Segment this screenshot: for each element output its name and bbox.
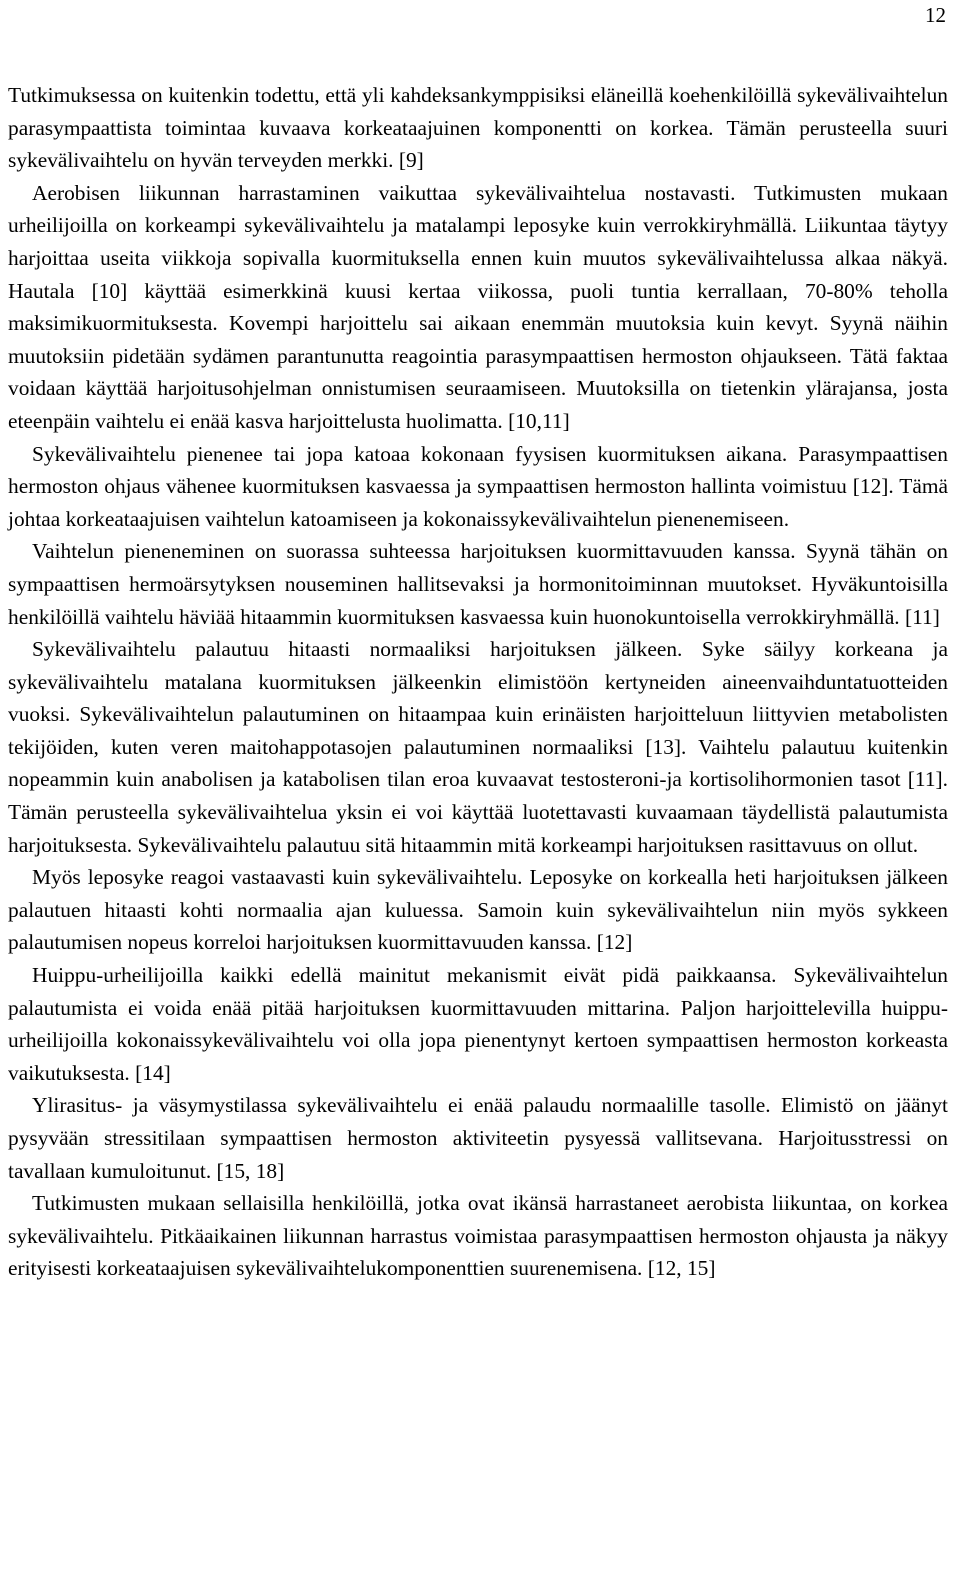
page-number: 12 (925, 3, 946, 27)
paragraph: Myös leposyke reagoi vastaavasti kuin sykevälivaihtelu. Leposyke on korkealla heti harjoituksen jälkeen palautuen hitaasti kohti normaalia ajan kuluessa. Samoin kuin sykevälivaihtelun niin myös sykkeen palautumisen nopeus korreloi harjoituksen kuormittavuuden kanssa. [12] (8, 865, 948, 955)
paragraph: Sykevälivaihtelu pienenee tai jopa katoaa kokonaan fyysisen kuormituksen aikana. Parasympaattisen hermoston ohjaus vähenee kuormituksen kasvaessa ja sympaattisen hermoston hallinta voimistuu [12]. Tämä johtaa korkeataajuisen vaihtelun katoamiseen ja kokonaissykevälivaihtelun pienenemiseen. (8, 441, 948, 531)
paragraph: Aerobisen liikunnan harrastaminen vaikuttaa sykevälivaihtelua nostavasti. Tutkimusten mukaan urheilijoilla on korkeampi sykevälivaihtelu ja matalampi leposyke kuin verrokkiryhmällä. Liikuntaa täytyy harjoittaa useita viikkoja sopivalla kuormituksella ennen kuin muutos sykevälivaihtelussa alkaa näkyä. Hautala [10] käyttää esimerkkinä kuusi kertaa viikossa, puoli tuntia kerrallaan, 70-80% teholla maksimikuormituksesta. Kovempi harjoittelu sai aikaan enemmän muutoksia kuin kevyt. Syynä näihin muutoksiin pidetään sydämen parantunutta reagointia parasympaattisen hermoston ohjaukseen. Tätä faktaa voidaan käyttää harjoitusohjelman onnistumisen seuraamiseen. Muutoksilla on tietenkin ylärajansa, josta eteenpäin vaihtelu ei enää kasva harjoittelusta huolimatta. [10,11] (8, 180, 948, 433)
paragraph: Vaihtelun pieneneminen on suorassa suhteessa harjoituksen kuormittavuuden kanssa. Syynä tähän on sympaattisen hermoärsytyksen nouseminen hallitsevaksi ja hormonitoiminnan muutokset. Hyväkuntoisilla henkilöillä vaihtelu häviää hitaammin kuormituksen kasvaessa kuin huonokuntoisella verrokkiryhmällä. [11] (8, 539, 948, 629)
paragraph: Tutkimuksessa on kuitenkin todettu, että yli kahdeksankymppisiksi eläneillä koehenkilöillä sykevälivaihtelun parasympaattista toimintaa kuvaava korkeataajuinen komponentti on korkea. Tämän perusteella suuri sykevälivaihtelu on hyvän terveyden merkki. [9] (8, 83, 948, 173)
paragraph: Sykevälivaihtelu palautuu hitaasti normaaliksi harjoituksen jälkeen. Syke säilyy korkeana ja sykevälivaihtelu matalana kuormituksen jälkeenkin elimistöön kertyneiden aineenvaihduntatuotteiden vuoksi. Sykevälivaihtelun palautuminen on hitaampaa kuin erinäisten harjoitteluun liittyvien metabolisten tekijöiden, kuten veren maitohappotasojen palautuminen normaaliksi [13]. Vaihtelu palautuu kuitenkin nopeammin kuin anabolisen ja katabolisen tilan eroa kuvaavat testosteroni-ja kortisolihormonien tasot [11]. Tämän perusteella sykevälivaihtelua yksin ei voi käyttää luotettavasti kuvaamaan täydellistä palautumista harjoituksesta. Sykevälivaihtelu palautuu sitä hitaammin mitä korkeampi harjoituksen rasittavuus on ollut. (8, 637, 948, 857)
paragraph: Ylirasitus- ja väsymystilassa sykevälivaihtelu ei enää palaudu normaalille tasolle. Elimistö on jäänyt pysyvään stressitilaan sympaattisen hermoston aktiviteetin pysyessä vallitsevana. Harjoitusstressi on tavallaan kumuloitunut. [15, 18] (8, 1093, 948, 1183)
paragraph: Huippu-urheilijoilla kaikki edellä mainitut mekanismit eivät pidä paikkaansa. Sykevälivaihtelun palautumista ei voida enää pitää harjoituksen kuormittavuuden mittarina. Paljon harjoittelevilla huippu-urheilijoilla kokonaissykevälivaihtelu voi olla jopa pienentynyt kertoen sympaattisen hermoston korkeasta vaikutuksesta. [14] (8, 963, 948, 1085)
body-text (8, 79, 948, 1285)
paragraph: Tutkimusten mukaan sellaisilla henkilöillä, jotka ovat ikänsä harrastaneet aerobista liikuntaa, on korkea sykevälivaihtelu. Pitkäaikainen liikunnan harrastus voimistaa parasympaattisen hermoston ohjausta ja näkyy erityisesti korkeataajuisen sykevälivaihtelukomponenttien suurenemisena. [12, 15] (8, 1191, 948, 1281)
